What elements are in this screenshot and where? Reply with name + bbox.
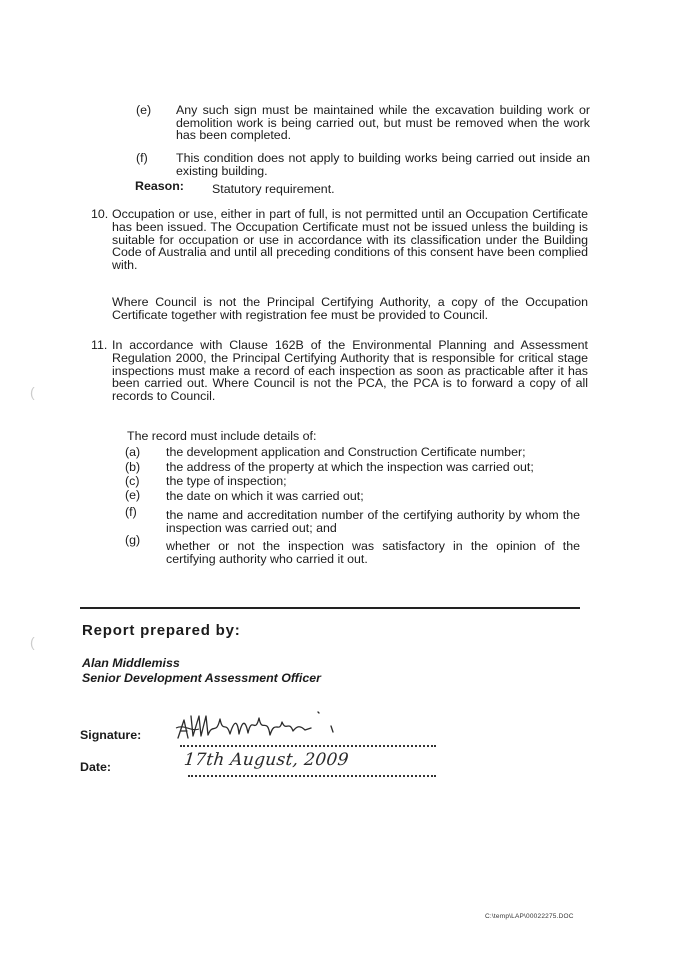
item-e-text: Any such sign must be maintained while the excavation building work or demolition work is being carried out, but must be removed when the work has been completed. (176, 103, 590, 142)
scan-mark: ( (30, 384, 35, 400)
signature-label: Signature: (80, 728, 142, 742)
signature-dotted-line (180, 745, 436, 747)
date-dotted-line (188, 775, 436, 777)
record-item-text: the development application and Construction Certificate number; (166, 445, 526, 459)
record-item-letter: (b) (125, 460, 141, 474)
record-item-letter: (a) (125, 445, 141, 459)
date-label: Date: (80, 760, 111, 774)
record-item-letter: (e) (125, 488, 141, 502)
record-intro: The record must include details of: (127, 429, 317, 443)
condition-10-paragraph: Occupation or use, either in part of full, is not permitted until an Occupation Certificate has been issued. The Occupation Certificate must not be issued unless the building is suitable for occupation or use in accordance with its classification under the Building Code of Australia and until all preceding conditions of this consent have been complied with. (112, 207, 588, 273)
section-divider (80, 607, 580, 609)
condition-10-council-paragraph: Where Council is not the Principal Certifying Authority, a copy of the Occupation Certificate together with registration fee must be provided to Council. (112, 295, 588, 322)
item-f-letter: (f) (136, 151, 148, 165)
record-item-letter: (c) (125, 474, 140, 488)
item-e-letter: (e) (136, 103, 152, 117)
record-item-text: the type of inspection; (166, 474, 287, 488)
condition-11-paragraph: In accordance with Clause 162B of the Environmental Planning and Assessment Regulation 2000, the Principal Certifying Authority that is responsible for critical stage inspections must make a record of each inspection as soon as practicable after it has been carried out. Where Council is not the PCA, the PCA is to forward a copy of all records to Council. (112, 338, 588, 404)
handwritten-date: 17th August, 2009 (182, 750, 350, 770)
condition-10-number: 10. (91, 207, 109, 221)
file-path-footer: C:\temp\LAP\00022275.DOC (485, 913, 574, 920)
reason-label: Reason: (135, 179, 184, 193)
record-item-letter: (g) (125, 533, 141, 547)
report-heading: Report prepared by: (82, 622, 241, 639)
record-item-text: the date on which it was carried out; (166, 489, 364, 503)
handwritten-signature (175, 704, 365, 748)
record-item-text: the name and accreditation number of the certifying authority by whom the inspection was carried out; and (166, 508, 580, 535)
author-title: Senior Development Assessment Officer (82, 671, 321, 685)
record-item-text: the address of the property at which the inspection was carried out; (166, 460, 534, 474)
reason-text: Statutory requirement. (212, 182, 335, 196)
signature-scribble (175, 704, 365, 748)
record-item-letter: (f) (125, 505, 137, 519)
scan-mark: ( (30, 634, 35, 650)
condition-11-number: 11. (91, 338, 108, 352)
record-item-text: whether or not the inspection was satisfactory in the opinion of the certifying authority who carried it out. (166, 539, 580, 566)
author-name: Alan Middlemiss (82, 656, 180, 670)
item-f-text: This condition does not apply to building works being carried out inside an existing building. (176, 151, 590, 178)
